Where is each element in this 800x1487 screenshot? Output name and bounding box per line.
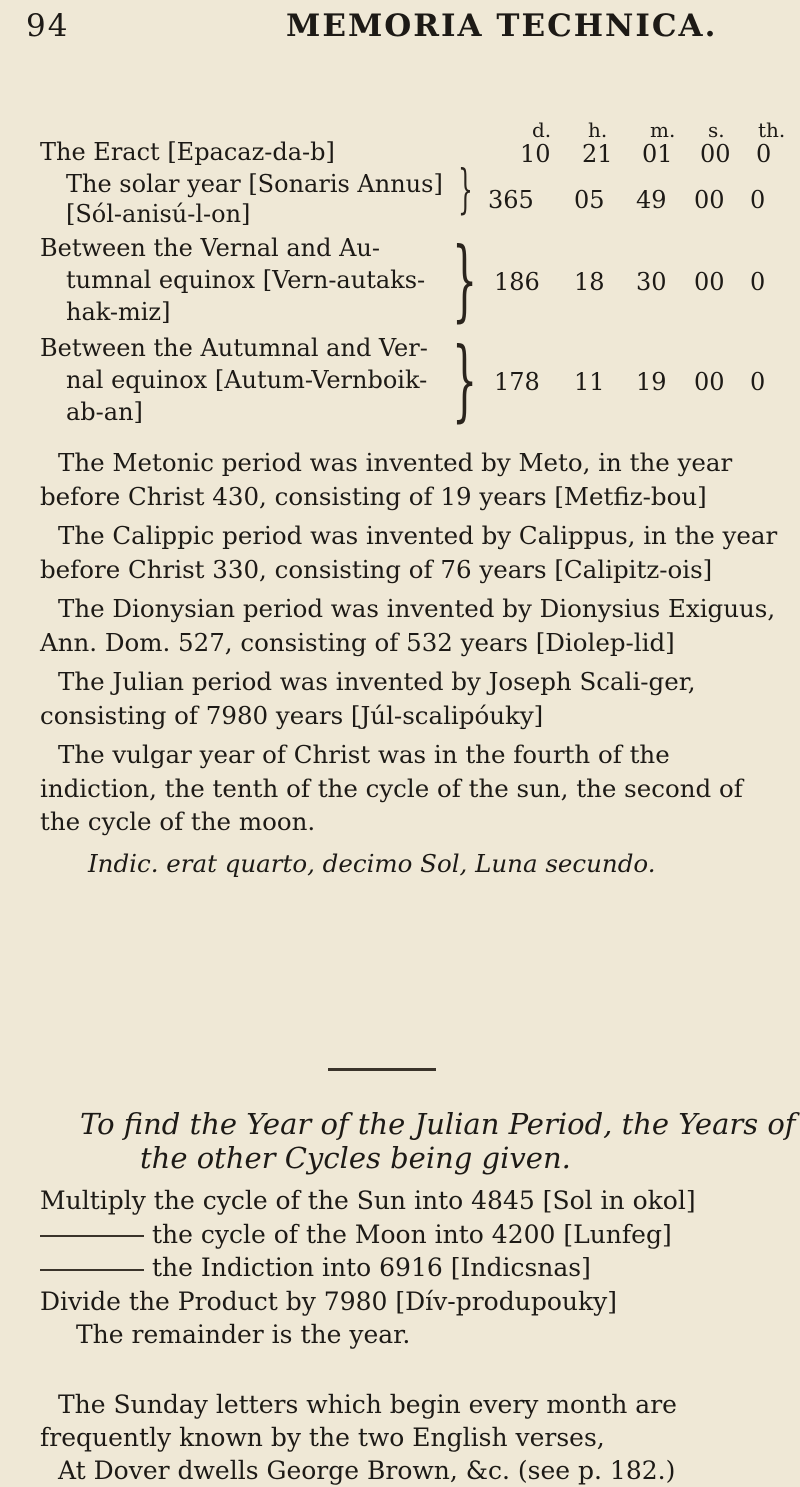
page-number: 94: [26, 8, 70, 44]
unit-thirds: th.: [758, 118, 786, 142]
table-row-label: ab-an]: [66, 398, 143, 426]
paragraph-calippic: The Calippic period was invented by Calippus, in the year before Christ 330, consisting of 76 years [Calipitz-ois]: [40, 521, 778, 584]
rule-line: Divide the Product by 7980 [Dív-produpouky]: [40, 1286, 618, 1316]
unit-minutes: m.: [650, 118, 676, 142]
table-row-label: Between the Vernal and Au-: [40, 234, 380, 262]
section-divider: [328, 1068, 436, 1071]
rule-line: the cycle of the Moon into 4200 [Lunfeg]: [40, 1218, 780, 1252]
section-heading: To find the Year of the Julian Period, the Years of the other Cycles being given.: [80, 1107, 796, 1175]
closing-text: [40, 1388, 780, 1487]
ditto-rule: [40, 1235, 144, 1237]
table-row-label: tumnal equinox [Vern-autaks-: [66, 266, 426, 294]
paragraph-metonic: The Metonic period was invented by Meto, in the year before Christ 430, consisting of 19 years [Metfiz-bou]: [40, 448, 733, 511]
brace-icon: }: [458, 160, 473, 220]
table-row-label: The Eract [Epacaz-da-b]: [40, 138, 335, 166]
paragraph-sunday-letters: The Sunday letters which begin every month are frequently known by the two English verses,: [40, 1390, 677, 1452]
brace-icon: }: [452, 228, 478, 331]
running-title: MEMORIA TECHNICA.: [286, 8, 718, 44]
table-row-label: The solar year [Sonaris Annus]: [66, 170, 443, 198]
periods-text: [40, 446, 780, 880]
latin-verse: Indic. erat quarto, decimo Sol, Luna secundo.: [88, 848, 656, 878]
table-row-label: [Sól-anisú-l-on]: [66, 200, 251, 228]
table-row-label: Between the Autumnal and Ver-: [40, 334, 428, 362]
table-row-label: hak-miz]: [66, 298, 171, 326]
table-row-label: nal equinox [Autum-Vernboik-: [66, 366, 428, 394]
unit-seconds: s.: [708, 118, 725, 142]
paragraph-vulgar-year: The vulgar year of Christ was in the fourth of the indiction, the tenth of the cycle of the sun, the second of the cycle of the moon.: [40, 740, 743, 836]
verse-line: At Dover dwells George Brown, &c. (see p. 182.): [58, 1456, 676, 1485]
ditto-rule: [40, 1269, 144, 1271]
rule-line: The remainder is the year.: [76, 1320, 411, 1349]
paragraph-julian: The Julian period was invented by Joseph Scali-ger, consisting of 7980 years [Júl-scalipóuky]: [40, 667, 696, 730]
rule-line: the Indiction into 6916 [Indicsnas]: [40, 1251, 780, 1285]
book-page: 94 MEMORIA TECHNICA. d. h. m. s. th. The Eract [Epacaz-da-b] 10 21 01 00 0 The solar year [Sonaris Annus] [Sól-anisú-l-on] } 365 05 49 00 0 Between the Vernal and Au- tumnal equinox [Vern-autaks- hak-miz] } 186 18 30 00 0 Between the Autumnal and Ver- nal equinox [Autum-Vernboik- ab-an] } 178 11 19 00 0 The Metonic period was invented by Meto, in the year before Christ 430, consisting of 19 years [Metfiz-bou] The Calippic period was invented by Calippus, in the year before Christ 330, consisting of 76 years [Calipitz-ois] The Dionysian period was invented by Dionysius Exiguus, Ann. Dom. 527, consisting of 532 years [Diolep-lid] The Julian period was invented by Joseph Scali-ger, consisting of 7980 years [Júl-scalipóuky] The vulgar year of Christ was in the fourth of the indiction, the tenth of the cycle of the sun, the second of the cycle of the moon. Indic. erat quarto, decimo Sol, Luna secundo. To find the Year of the Julian Period, the Years of the other Cycles being given. Multiply the cycle of the Sun into 4845 [Sol in okol] the cycle of the Moon into 4200 [Lunfeg] the Indiction into 6916 [Indicsnas] Divide the Product by 7980 [Dív-produpouky] The remainder is the year. The Sunday letters which begin every month are frequently known by the two English verses, At Dover dwells George Brown, &c. (see p. 182.): [26, 8, 796, 1485]
unit-hours: h.: [588, 118, 608, 142]
method-rules: [40, 1184, 780, 1352]
unit-days: d.: [532, 118, 552, 142]
brace-icon: }: [452, 328, 478, 431]
paragraph-dionysian: The Dionysian period was invented by Dionysius Exiguus, Ann. Dom. 527, consisting of 532 years [Diolep-lid]: [40, 594, 776, 657]
rule-line: Multiply the cycle of the Sun into 4845 [Sol in okol]: [40, 1186, 696, 1215]
